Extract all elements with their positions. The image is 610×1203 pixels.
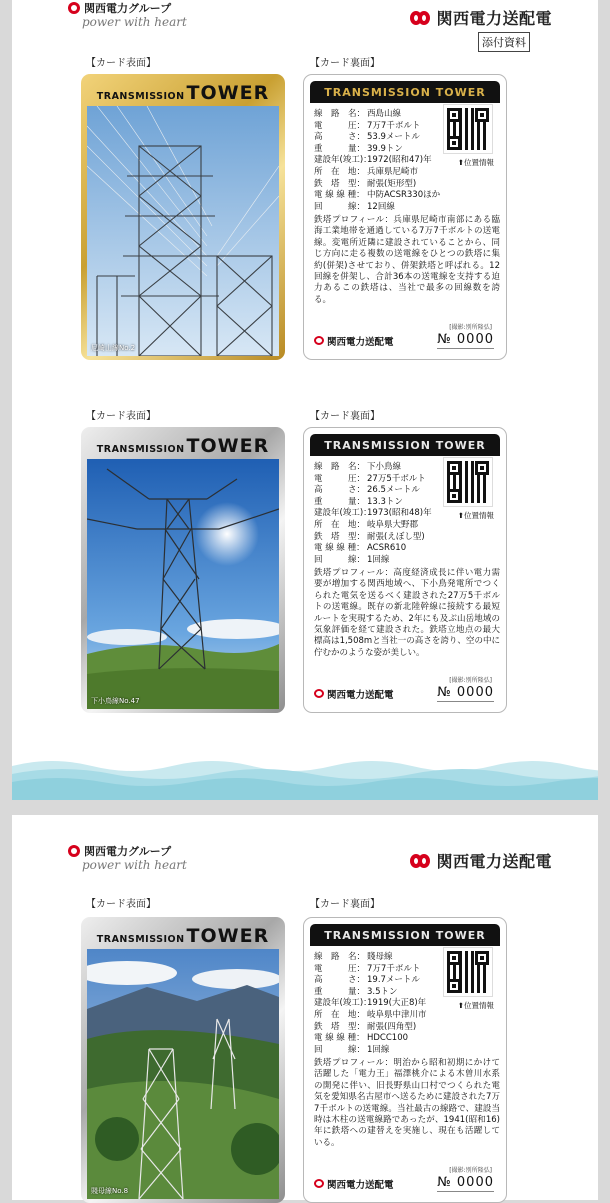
flower-logo-icon xyxy=(68,2,80,14)
attachment-label: 添付資料 xyxy=(478,32,530,52)
photo-caption: 賤母線No.8 xyxy=(91,1187,129,1195)
card-brand: TRANSMISSION TOWER xyxy=(96,925,270,947)
group-name: 関西電力グループ xyxy=(84,2,172,15)
photo-caption: 下小鳥線No.47 xyxy=(91,697,140,705)
wave-decoration xyxy=(12,756,598,800)
tso-logo xyxy=(410,6,552,29)
card-front xyxy=(81,427,285,713)
lattice-tower-icon xyxy=(87,106,279,356)
card-back-footer xyxy=(314,685,494,702)
card-back-title-bar: TRANSMISSION TOWER xyxy=(310,924,500,946)
lattice-tower-icon xyxy=(87,459,279,709)
spec-list: 線 路 名： 西島山線 電 圧： 7万7千ボルト 高 さ： 53.9メートル 重 量： 39.9トン 建設年(竣工)： 1972(昭和47)年 所 在 地： 兵庫県尼崎市 鉄 塔 型： 耐張(矩形型) 電 線 線 種： 中防ACSR330ほか 回 線： 12回線 xyxy=(314,109,441,212)
location-info-label: ⬆位置情報 xyxy=(457,1001,494,1010)
document-page-1 xyxy=(12,0,598,800)
qr-code-icon[interactable] xyxy=(444,105,492,153)
kt-logo-icon xyxy=(314,1179,324,1188)
qr-code-icon[interactable] xyxy=(444,458,492,506)
tagline: power with heart xyxy=(82,15,187,29)
photo-caption: 尼崎山線No.2 xyxy=(91,344,136,352)
card-back xyxy=(303,427,507,713)
kansai-group-logo xyxy=(68,843,187,872)
card-back-title-bar: TRANSMISSION TOWER xyxy=(310,434,500,456)
document-page-2 xyxy=(12,815,598,1200)
location-info-label: ⬆位置情報 xyxy=(457,158,494,167)
tso-small-logo: 関西電力送配電 xyxy=(314,334,394,348)
flower-logo-icon xyxy=(68,845,80,857)
tagline: power with heart xyxy=(82,858,187,872)
card-front xyxy=(81,74,285,360)
tso-small-logo: 関西電力送配電 xyxy=(314,687,394,701)
tso-name: 関西電力送配電 xyxy=(436,852,552,871)
spec-list: 線 路 名： 下小鳥線 電 圧： 27万5千ボルト 高 さ： 26.5メートル 重 量： 13.3トン 建設年(竣工)： 1973(昭和48)年 所 在 地： 岐阜県大野郡 鉄 塔 型： 耐張(えぼし型) 電 線 線 種： ACSR610 回 線： 1回線 xyxy=(314,462,432,565)
card-back xyxy=(303,917,507,1203)
card-brand: TRANSMISSION TOWER xyxy=(96,435,270,457)
card-number: № 0000 xyxy=(437,685,494,700)
card-back xyxy=(303,74,507,360)
back-label: 【カード裏面】 xyxy=(310,411,380,422)
card-brand: TRANSMISSION TOWER xyxy=(96,82,270,104)
tower-photo xyxy=(87,949,279,1199)
back-label: 【カード裏面】 xyxy=(310,899,380,910)
kt-logo-icon xyxy=(410,852,432,870)
tower-profile: 鉄塔プロフィール：兵庫県尼崎市南部にある臨海工業地帯を通過している7万7千ボルトの送電線。変電所近隣に建設されていることから、同じ方向に走る複数の送電線をひとつの鉄塔に集約(併架)させており、併架鉄塔と呼ばれる。12回線を併架し、合計36本の送電線を支持する迫力あるこの鉄塔は、当社で最多の回線数を誇る。 xyxy=(314,215,500,305)
front-label: 【カード表面】 xyxy=(86,411,156,422)
card-number: № 0000 xyxy=(437,332,494,347)
tso-logo xyxy=(410,849,552,872)
tower-profile: 鉄塔プロフィール：高度経済成長に伴い電力需要が増加する関西地域へ、下小鳥発電所でつくられた電気を送るべく建設された27万5千ボルトの送電線。既存の新北陸幹線に接続する最短ルートを実現するため、2年にも及ぶ山岳地域の気象評価を経て建設された。鉄塔立地点の最大標高は1,508mと当社一の高さを誇り、空の中に佇むかのような姿が美しい。 xyxy=(314,568,500,658)
kt-logo-icon xyxy=(314,336,324,345)
kt-logo-icon xyxy=(314,689,324,698)
tso-small-logo: 関西電力送配電 xyxy=(314,1177,394,1191)
card-front xyxy=(81,917,285,1203)
tso-name: 関西電力送配電 xyxy=(436,9,552,28)
tower-photo xyxy=(87,106,279,356)
card-back-title-bar: TRANSMISSION TOWER xyxy=(310,81,500,103)
kansai-group-logo xyxy=(68,0,187,29)
tower-photo xyxy=(87,459,279,709)
back-label: 【カード裏面】 xyxy=(310,58,380,69)
photo-credit: [撮影:別所隆弘] xyxy=(449,1167,492,1174)
group-name: 関西電力グループ xyxy=(84,845,172,858)
photo-credit: [撮影:別所隆弘] xyxy=(449,677,492,684)
photo-credit: [撮影:別所隆弘] xyxy=(449,324,492,331)
front-label: 【カード表面】 xyxy=(86,899,156,910)
card-back-footer xyxy=(314,1175,494,1192)
tower-profile: 鉄塔プロフィール：明治から昭和初期にかけて活躍した「電力王」福澤桃介による木曽川水系の開発に伴い、旧長野県山口村でつくられた電気を愛知県名古屋市へ送るために建設された7万7千ボルトの送電線。当社最古の線路で、建設当時は木柱の送電線路であったが、1941(昭和16)年に鉄塔への建替えを実施し、現在も活躍している。 xyxy=(314,1058,500,1148)
lattice-tower-icon xyxy=(87,949,279,1199)
card-number: № 0000 xyxy=(437,1175,494,1190)
kt-logo-icon xyxy=(410,9,432,27)
qr-code-icon[interactable] xyxy=(444,948,492,996)
location-info-label: ⬆位置情報 xyxy=(457,511,494,520)
spec-list: 線 路 名： 賤母線 電 圧： 7万7千ボルト 高 さ： 19.7メートル 重 量： 3.5トン 建設年(竣工)： 1919(大正8)年 所 在 地： 岐阜県中津川市 鉄 塔 型： 耐張(四角型) 電 線 線 種： HDCC100 回 線： 1回線 xyxy=(314,952,427,1055)
front-label: 【カード表面】 xyxy=(86,58,156,69)
card-back-footer xyxy=(314,332,494,349)
